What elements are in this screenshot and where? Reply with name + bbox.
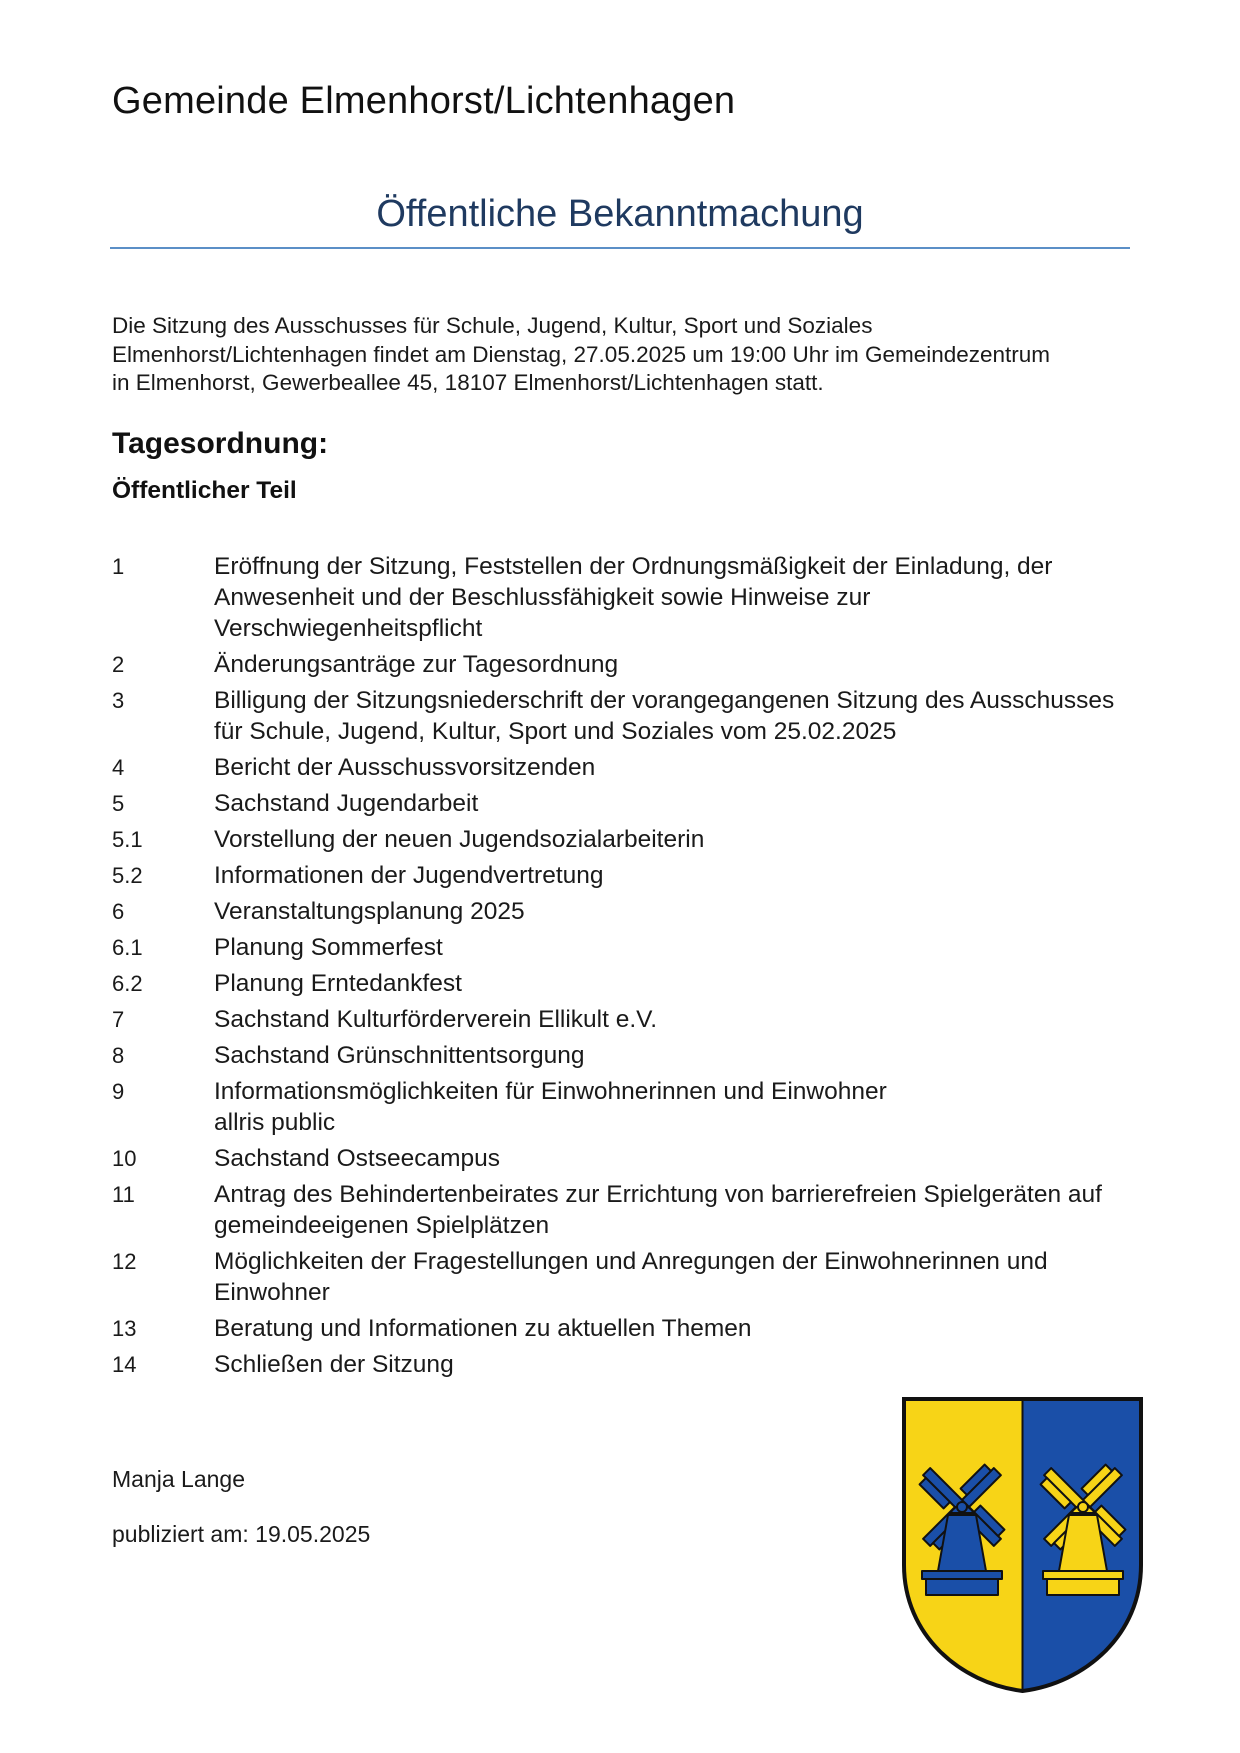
agenda-item-number: 5 [112,791,125,816]
agenda-item [112,1349,1132,1380]
announcement-line: Elmenhorst/Lichtenhagen findet am Dienstag, 27.05.2025 um 19:00 Uhr im Gemeindezentrum [112,341,1051,367]
agenda-item [112,1004,1132,1035]
agenda-item-number: 7 [112,1007,125,1032]
agenda-item [112,860,1132,891]
agenda-item-text: Schließen der Sitzung [214,1351,454,1378]
agenda-item-number: 6.1 [112,935,143,960]
agenda-item-text: Änderungsanträge zur Tagesordnung [214,651,619,678]
agenda-item [112,752,1132,783]
agenda-item [112,1040,1132,1071]
agenda-item [112,932,1132,963]
agenda-item [112,1076,1132,1138]
agenda-item-number: 4 [112,755,125,780]
agenda-item-number: 1 [112,554,125,579]
agenda-item [112,824,1132,855]
agenda-item [112,1313,1132,1344]
agenda-item-text: Planung Sommerfest [214,934,443,961]
agenda-item-number: 9 [112,1079,125,1104]
agenda-item [112,551,1132,644]
agenda-item-number: 12 [112,1249,137,1274]
agenda-item-number: 8 [112,1043,125,1068]
agenda-item [112,896,1132,927]
agenda-item [112,1179,1132,1241]
signer-name: Manja Lange [112,1466,245,1492]
agenda-item-text: Beratung und Informationen zu aktuellen Themen [214,1315,752,1342]
document-title: Öffentliche Bekanntmachung [376,193,864,235]
agenda-item-text: Vorstellung der neuen Jugendsozialarbeiterin [214,826,705,853]
municipality-name: Gemeinde Elmenhorst/Lichtenhagen [112,80,736,122]
agenda-item [112,1246,1132,1308]
agenda-item-number: 14 [112,1352,137,1377]
agenda-list [112,551,1132,1385]
agenda-item-text: Informationen der Jugendvertretung [214,862,604,889]
agenda-item-number: 6.2 [112,971,143,996]
agenda-item-text: Antrag des Behindertenbeirates zur Errichtung von barrierefreien Spielgeräten auf gemeindeeigenen Spielplätzen [214,1181,1102,1239]
agenda-heading: Tagesordnung: [112,427,329,460]
title-underline [110,247,1130,249]
agenda-item-number: 10 [112,1146,137,1171]
agenda-item-number: 5.2 [112,863,143,888]
publication-date: publiziert am: 19.05.2025 [112,1521,371,1547]
agenda-item-text: Eröffnung der Sitzung, Feststellen der Ordnungsmäßigkeit der Einladung, der Anwesenheit und der Beschlussfähigkeit sowie Hinweise zur Verschwiegenheitspflicht [214,553,1053,642]
agenda-item-text: Sachstand Kulturförderverein Ellikult e.V. [214,1006,658,1033]
agenda-item [112,1143,1132,1174]
agenda-item-number: 2 [112,652,125,677]
coat-of-arms-icon [900,1395,1145,1695]
agenda-item-text: Planung Erntedankfest [214,970,462,997]
agenda-item-text: Billigung der Sitzungsniederschrift der vorangegangenen Sitzung des Ausschusses für Schule, Jugend, Kultur, Sport und Soziales vom 25.02.2025 [214,687,1115,745]
agenda-item-number: 6 [112,899,125,924]
agenda-item-text: Sachstand Jugendarbeit [214,790,479,817]
agenda-item-text: Möglichkeiten der Fragestellungen und Anregungen der Einwohnerinnen und Einwohner [214,1248,1048,1306]
agenda-item-text: Bericht der Ausschussvorsitzenden [214,754,596,781]
agenda-item-text-group [214,1076,1132,1138]
agenda-item-text: Sachstand Ostseecampus [214,1145,500,1172]
announcement-line: in Elmenhorst, Gewerbeallee 45, 18107 Elmenhorst/Lichtenhagen statt. [112,370,824,395]
agenda-item [112,685,1132,747]
agenda-item [112,788,1132,819]
announcement-line: Die Sitzung des Ausschusses für Schule, Jugend, Kultur, Sport und Soziales [112,313,873,338]
agenda-item-subtext: allris public [214,1109,336,1136]
agenda-item-text: Veranstaltungsplanung 2025 [214,898,525,925]
agenda-item-number: 11 [112,1182,135,1207]
public-section-heading: Öffentlicher Teil [112,477,297,504]
agenda-item-number: 3 [112,688,125,713]
agenda-item-number: 13 [112,1316,137,1341]
agenda-item-text: Informationsmöglichkeiten für Einwohnerinnen und Einwohner [214,1078,887,1105]
agenda-item [112,649,1132,680]
agenda-item-text: Sachstand Grünschnittentsorgung [214,1042,585,1069]
meeting-announcement [112,312,1132,398]
agenda-item [112,968,1132,999]
agenda-item-number: 5.1 [112,827,143,852]
